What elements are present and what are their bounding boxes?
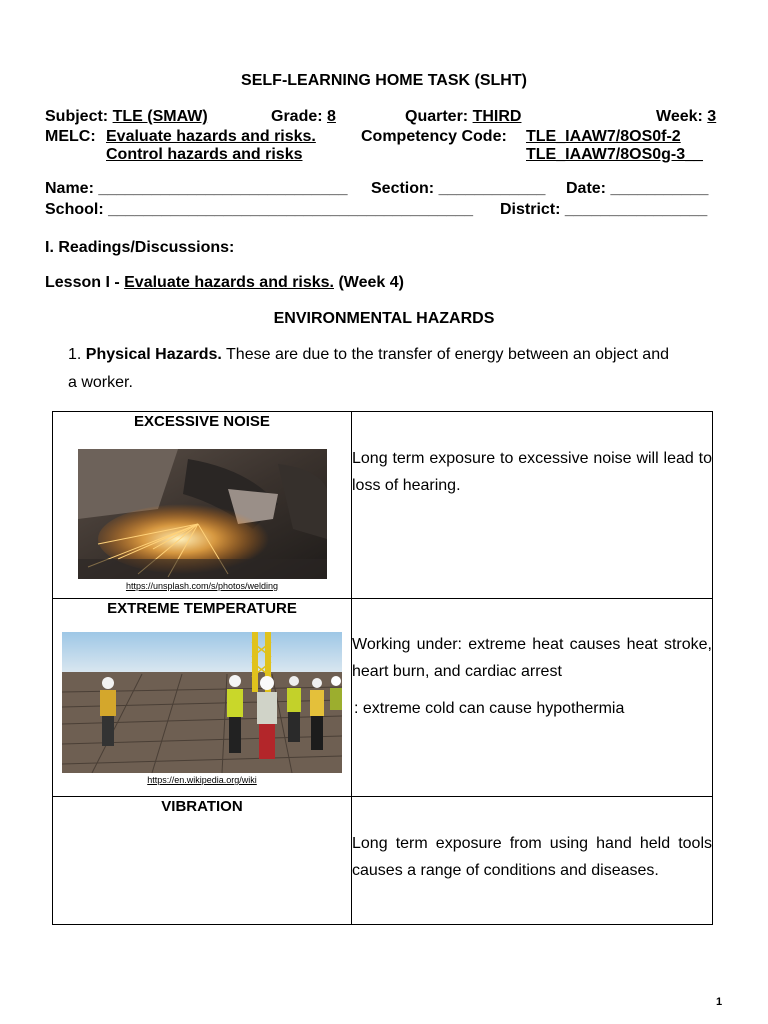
date-label: Date: xyxy=(566,180,607,197)
week-value: 3 xyxy=(707,108,717,125)
readings-heading: I. Readings/Discussions: xyxy=(45,239,235,256)
hazard-heading: EXTREME TEMPERATURE xyxy=(107,600,297,617)
competency-code-2: TLE_IAAW7/8OS0g-3__ xyxy=(526,146,703,163)
grade-field xyxy=(271,108,336,126)
hazard-heading: EXCESSIVE NOISE xyxy=(134,413,270,430)
hazard-description: Working under: extreme heat causes heat stroke, heart burn, and cardiac arrest xyxy=(352,636,712,680)
hazard-description: Long term exposure from using hand held tools causes a range of conditions and diseases. xyxy=(352,835,712,879)
hazard-description-cell xyxy=(352,412,713,599)
school-field xyxy=(45,201,473,219)
section-blank[interactable]: ____________ xyxy=(438,180,546,197)
lesson-prefix: Lesson I - xyxy=(45,274,125,291)
district-label: District: xyxy=(500,201,561,218)
environmental-hazards-title: ENVIRONMENTAL HAZARDS xyxy=(273,310,495,327)
name-field xyxy=(45,180,348,198)
quarter-field xyxy=(405,108,521,126)
school-blank[interactable]: _________________________________________ xyxy=(108,201,473,218)
date-blank[interactable]: ___________ xyxy=(610,180,709,197)
intro-paragraph-line-1 xyxy=(68,346,669,364)
hazard-image-cell xyxy=(53,412,352,599)
image-credit-link[interactable]: https://unsplash.com/s/photos/welding xyxy=(125,581,279,591)
image-credit-link[interactable]: https://en.wikipedia.org/wiki xyxy=(147,775,257,785)
table-row xyxy=(53,797,713,925)
lesson-heading xyxy=(45,274,404,292)
intro-number: 1. xyxy=(68,346,86,363)
page-number: 1 xyxy=(716,996,723,1008)
grade-label: Grade: xyxy=(271,108,323,125)
date-field xyxy=(566,180,708,198)
intro-text: These are due to the transfer of energy between an object and xyxy=(221,346,669,363)
lesson-title: Evaluate hazards and risks. xyxy=(124,274,334,291)
melc-label: MELC: xyxy=(45,128,96,145)
hazard-image-cell xyxy=(53,599,352,797)
quarter-value: THIRD xyxy=(472,108,522,125)
subject-label: Subject: xyxy=(45,108,109,125)
competency-code-label: Competency Code: xyxy=(361,128,507,145)
hazard-image-cell xyxy=(53,797,352,925)
section-field xyxy=(371,180,545,198)
intro-bold: Physical Hazards. xyxy=(85,346,222,363)
table-row xyxy=(53,412,713,599)
section-label: Section: xyxy=(371,180,435,197)
hazard-description: Long term exposure to excessive noise will lead to loss of hearing. xyxy=(352,450,712,494)
district-field xyxy=(500,201,707,219)
hazards-table xyxy=(52,411,713,925)
melc-item-2: Control hazards and risks xyxy=(106,146,303,163)
document-title: SELF-LEARNING HOME TASK (SLHT) xyxy=(241,72,527,89)
welding-photo xyxy=(78,449,327,579)
subject-field xyxy=(45,108,208,126)
hazard-heading: VIBRATION xyxy=(161,798,243,815)
grade-value: 8 xyxy=(327,108,336,125)
name-blank[interactable]: ____________________________ xyxy=(98,180,348,197)
intro-paragraph-line-2: a worker. xyxy=(68,374,133,391)
melc-item-1: Evaluate hazards and risks. xyxy=(106,128,316,145)
week-label: Week: xyxy=(656,108,703,125)
hazard-description-cell xyxy=(352,599,713,797)
hazard-description: : extreme cold can cause hypothermia xyxy=(354,700,625,717)
lesson-week: (Week 4) xyxy=(334,274,404,291)
school-label: School: xyxy=(45,201,104,218)
competency-code-1: TLE_IAAW7/8OS0f-2 xyxy=(526,128,681,145)
week-field xyxy=(656,108,716,126)
table-row xyxy=(53,599,713,797)
quarter-label: Quarter: xyxy=(405,108,469,125)
name-label: Name: xyxy=(45,180,94,197)
subject-value: TLE (SMAW) xyxy=(112,108,208,125)
construction-workers-photo xyxy=(62,632,342,773)
hazard-description-cell xyxy=(352,797,713,925)
district-blank[interactable]: ________________ xyxy=(564,201,708,218)
